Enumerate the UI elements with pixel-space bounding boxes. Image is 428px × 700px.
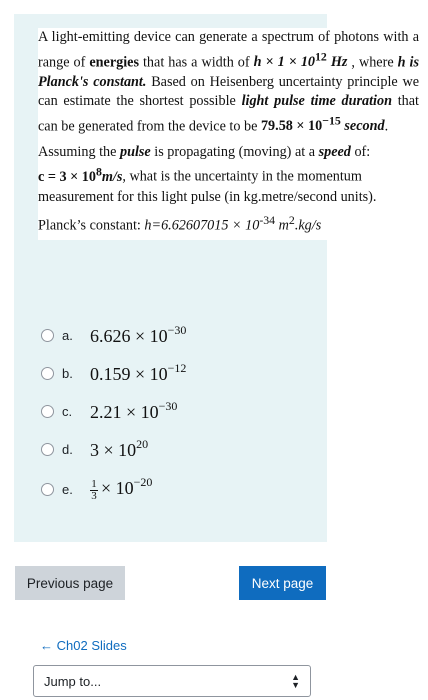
question-text xyxy=(38,28,421,240)
next-page-button[interactable]: Next page xyxy=(239,566,326,600)
option-letter: d. xyxy=(62,441,73,457)
option-value: $3 \times 10^{20}$ xyxy=(90,436,149,460)
fraction: $\frac{1}{3}$ xyxy=(91,477,97,502)
updown-caret-icon: ▲ ▼ xyxy=(291,672,300,690)
option-e[interactable] xyxy=(41,474,152,504)
ch02-slides-link[interactable]: ← Ch02 Slides xyxy=(40,638,127,653)
option-value: $2.21 \times 10^{-30}$ xyxy=(90,398,178,422)
option-letter: e. xyxy=(62,481,73,497)
jump-to-select[interactable] xyxy=(33,665,311,697)
option-c[interactable] xyxy=(41,396,177,426)
option-d-radio[interactable] xyxy=(41,443,54,456)
option-a[interactable] xyxy=(41,320,186,350)
option-value: $\frac{1}{3}$ × $10^{-20}$ xyxy=(91,475,153,502)
planck-constant: Planck’s constant: $h=6.62607015 \times 10^{-34}$ $m^2.kg/s$ xyxy=(38,213,322,234)
option-d[interactable] xyxy=(41,434,148,464)
option-letter: b. xyxy=(62,365,73,381)
option-value: $0.159 \times 10^{-12}$ xyxy=(90,360,187,384)
option-letter: c. xyxy=(62,403,73,419)
previous-page-button[interactable]: Previous page xyxy=(15,566,125,600)
question-paragraph-1: A light-emitting device can generate a spectrum of photons with a range of energies that has a width of $h \times 1 \times 10^{12}$ Hz , where h is Planck's constant. Based on Heisenberg uncertainty principle we can estimate the shortest possible light pulse time duration that can be generated from the device to be $79.58 \times 10^{-15}$ second. xyxy=(38,29,419,135)
option-value: $6.626 \times 10^{-30}$ xyxy=(90,322,187,346)
jump-to-label: Jump to... xyxy=(44,673,102,689)
option-letter: a. xyxy=(62,327,73,343)
question-paragraph-2: Assuming the pulse is propagating (moving) at a speed of: $c = 3 \times 10^8m/s$, what is the uncertainty in the momentum measurement for this light pulse (in kg.metre/second units). xyxy=(38,143,377,205)
option-a-radio[interactable] xyxy=(41,329,54,342)
option-e-radio[interactable] xyxy=(41,483,54,496)
arrow-left-icon: ← xyxy=(40,638,53,653)
option-b-radio[interactable] xyxy=(41,367,54,380)
option-b[interactable] xyxy=(41,358,186,388)
option-c-radio[interactable] xyxy=(41,405,54,418)
